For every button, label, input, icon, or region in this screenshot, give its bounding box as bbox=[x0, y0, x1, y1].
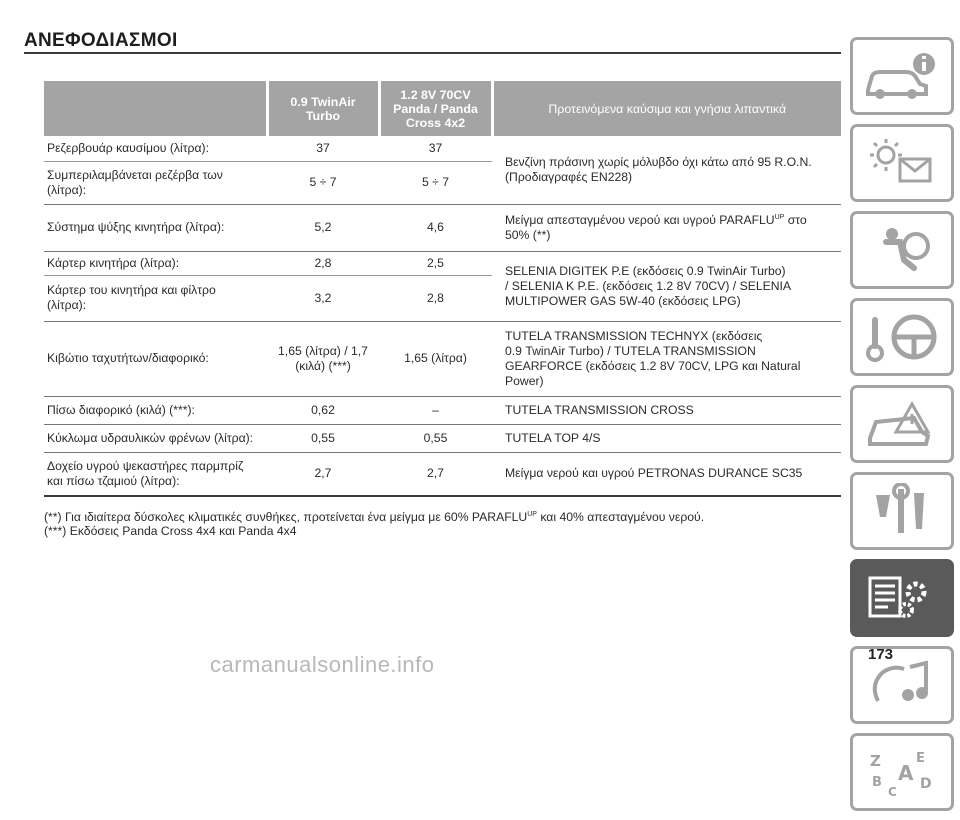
row-value-12-8v: 2,7 bbox=[379, 452, 492, 496]
tab-safety[interactable] bbox=[850, 211, 954, 289]
tab-starting-driving[interactable] bbox=[850, 298, 954, 376]
table-row bbox=[44, 452, 841, 496]
coolant-sup: UP bbox=[774, 213, 785, 221]
footnote-2: (***) Εκδόσεις Panda Cross 4x4 και Panda 4x4 bbox=[44, 524, 297, 538]
footnote-1-sup: UP bbox=[527, 511, 537, 518]
row-value-twinair: 2,8 bbox=[267, 251, 379, 275]
row-value-12-8v: 4,6 bbox=[379, 204, 492, 251]
page-title: ΑΝΕΦΟΔΙΑΣΜΟΙ bbox=[24, 30, 178, 51]
coolant-text-end: στο 50% (**) bbox=[505, 212, 807, 242]
technical-data-icon bbox=[862, 570, 942, 626]
row-label: Ρεζερβουάρ καυσίμου (λίτρα): bbox=[44, 136, 267, 161]
tab-index[interactable] bbox=[850, 733, 954, 811]
row-label: Σύστημα ψύξης κινητήρα (λίτρα): bbox=[44, 204, 267, 251]
row-label: Κύκλωμα υδραυλικών φρένων (λίτρα): bbox=[44, 424, 267, 452]
row-value-twinair: 5,2 bbox=[267, 204, 379, 251]
fuel-recommendation: Βενζίνη πράσινη χωρίς μόλυβδο όχι κάτω από 95 R.O.N. (Προδιαγραφές EN228) bbox=[492, 136, 841, 204]
row-label: Κάρτερ κινητήρα (λίτρα): bbox=[44, 251, 267, 275]
table-row bbox=[44, 204, 841, 251]
row-value-twinair: 2,7 bbox=[267, 452, 379, 496]
row-value-12-8v: 0,55 bbox=[379, 424, 492, 452]
warning-lights-icon bbox=[862, 135, 942, 191]
engine-oil-recommendation: SELENIA DIGITEK P.E (εκδόσεις 0.9 TwinAir Turbo) / SELENIA K P.E. (εκδόσεις 1.2 8V 70CV) / SELENIA MULTIPOWER GAS 5W-40 (εκδόσεις LPG) bbox=[492, 251, 841, 321]
tab-maintenance[interactable] bbox=[850, 472, 954, 550]
page-number: 173 bbox=[868, 646, 894, 663]
rear-diff-recommendation: TUTELA TRANSMISSION CROSS bbox=[492, 396, 841, 424]
row-value-twinair: 0,62 bbox=[267, 396, 379, 424]
chapter-tabs bbox=[850, 37, 960, 820]
row-label: Δοχείο υγρού ψεκαστήρες παρμπρίζ και πίσω τζαμιού (λίτρα): bbox=[44, 452, 267, 496]
svg-text:A: A bbox=[898, 761, 914, 785]
fluids-table bbox=[44, 81, 841, 497]
multimedia-icon bbox=[862, 657, 942, 713]
row-label: Κάρτερ του κινητήρα και φίλτρο (λίτρα): bbox=[44, 275, 267, 321]
row-value-twinair: 5 ÷ 7 bbox=[267, 161, 379, 204]
tab-multimedia[interactable] bbox=[850, 646, 954, 724]
svg-text:E: E bbox=[916, 751, 925, 766]
coolant-text: Μείγμα απεσταγμένου νερού και υγρού PARAFLU bbox=[505, 212, 775, 227]
header-item bbox=[44, 81, 267, 136]
row-value-12-8v: 2,8 bbox=[379, 275, 492, 321]
svg-text:D: D bbox=[920, 776, 932, 792]
footnotes bbox=[44, 510, 844, 538]
title-rule bbox=[24, 52, 841, 54]
gearbox-recommendation: TUTELA TRANSMISSION TECHNYX (εκδόσεις 0.9 TwinAir Turbo) / TUTELA TRANSMISSION GEARFORCE (εκδόσεις 1.2 8V 70CV, LPG και Natural Power) bbox=[492, 321, 841, 396]
table-row bbox=[44, 251, 841, 275]
tab-warning-lights[interactable] bbox=[850, 124, 954, 202]
index-icon bbox=[862, 744, 942, 800]
row-value-twinair: 0,55 bbox=[267, 424, 379, 452]
row-label: Συμπεριλαμβάνεται ρεζέρβα των (λίτρα): bbox=[44, 161, 267, 204]
footnote-1 bbox=[44, 510, 844, 524]
tab-emergency[interactable] bbox=[850, 385, 954, 463]
svg-text:Z: Z bbox=[870, 752, 881, 770]
coolant-recommendation bbox=[492, 204, 841, 251]
footnote-1-text: (**) Για ιδιαίτερα δύσκολες κλιματικές συνθήκες, προτείνεται ένα μείγμα με 60% PARAFLU bbox=[44, 510, 528, 524]
row-value-twinair: 1,65 (λίτρα) / 1,7 (κιλά) (***) bbox=[267, 321, 379, 396]
car-info-icon bbox=[862, 48, 942, 104]
key-steering-icon bbox=[862, 309, 942, 365]
tab-technical-data[interactable] bbox=[850, 559, 954, 637]
airbag-icon bbox=[862, 222, 942, 278]
table-row bbox=[44, 136, 841, 161]
header-12-8v: 1.2 8V 70CV Panda / Panda Cross 4x2 bbox=[379, 81, 492, 136]
row-label: Πίσω διαφορικό (κιλά) (***): bbox=[44, 396, 267, 424]
footnote-1-text-end: και 40% απεσταγμένου νερού. bbox=[536, 510, 705, 524]
row-value-12-8v: – bbox=[379, 396, 492, 424]
washer-recommendation: Μείγμα νερού και υγρού PETRONAS DURANCE SC35 bbox=[492, 452, 841, 496]
tab-car-info[interactable] bbox=[850, 37, 954, 115]
row-value-12-8v: 1,65 (λίτρα) bbox=[379, 321, 492, 396]
table-row bbox=[44, 424, 841, 452]
header-recommended: Προτεινόμενα καύσιμα και γνήσια λιπαντικά bbox=[492, 81, 841, 136]
svg-text:C: C bbox=[888, 785, 897, 799]
breakdown-icon bbox=[862, 396, 942, 452]
row-value-12-8v: 37 bbox=[379, 136, 492, 161]
brake-recommendation: TUTELA TOP 4/S bbox=[492, 424, 841, 452]
row-value-12-8v: 2,5 bbox=[379, 251, 492, 275]
header-twinair: 0.9 TwinAir Turbo bbox=[267, 81, 379, 136]
table-row bbox=[44, 321, 841, 396]
row-label: Κιβώτιο ταχυτήτων/διαφορικό: bbox=[44, 321, 267, 396]
row-value-twinair: 3,2 bbox=[267, 275, 379, 321]
watermark: carmanualsonline.info bbox=[210, 652, 435, 677]
maintenance-icon bbox=[862, 483, 942, 539]
table-row bbox=[44, 396, 841, 424]
row-value-twinair: 37 bbox=[267, 136, 379, 161]
row-value-12-8v: 5 ÷ 7 bbox=[379, 161, 492, 204]
svg-text:B: B bbox=[872, 775, 882, 790]
